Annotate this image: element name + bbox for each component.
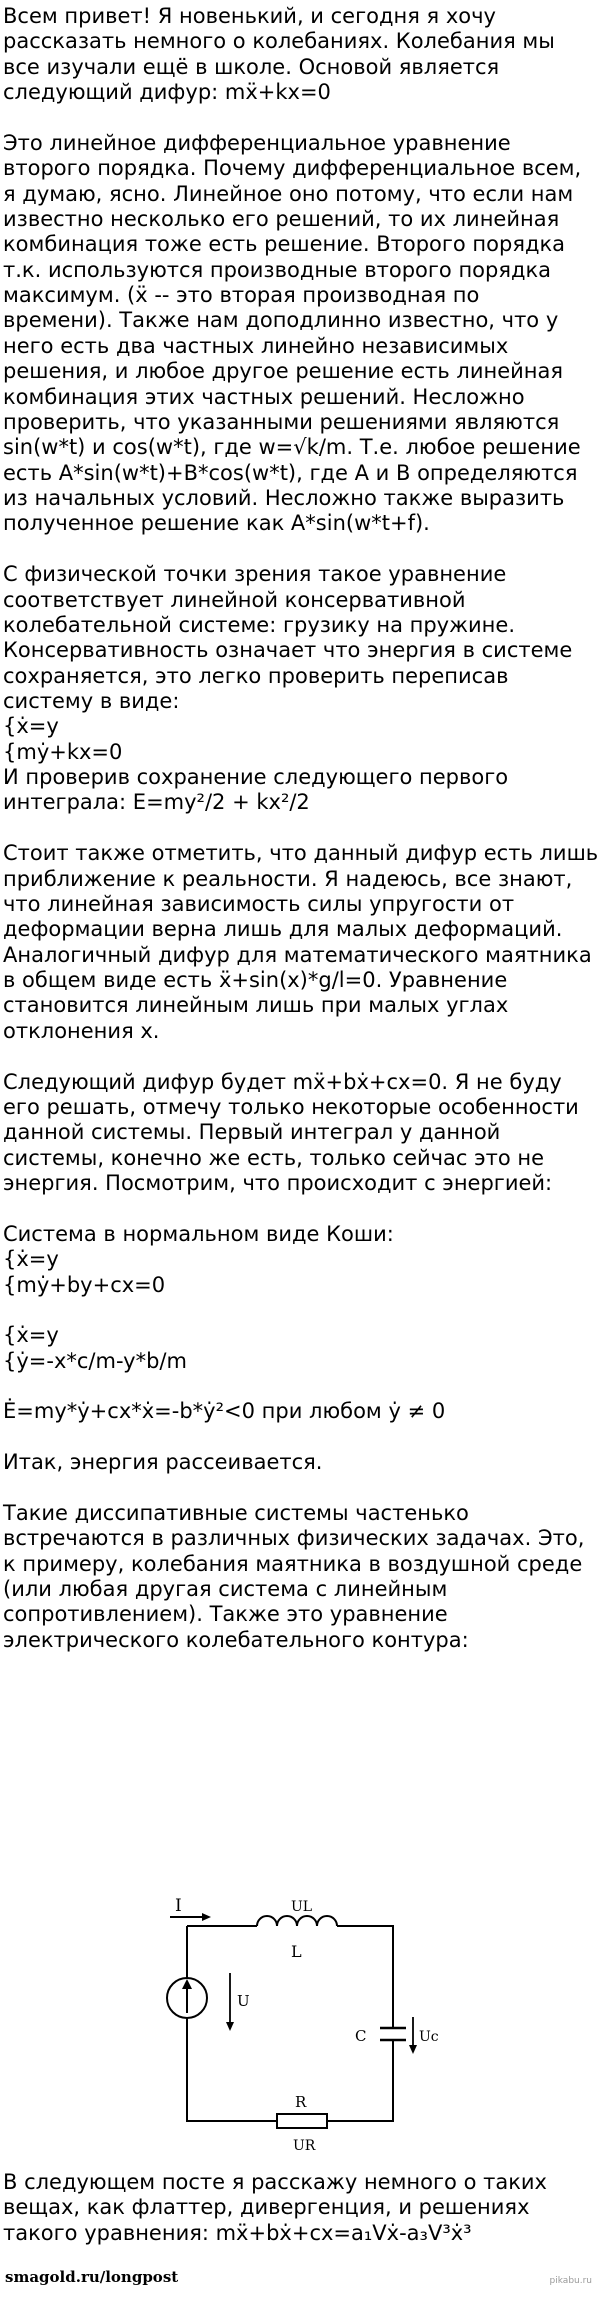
text-line: что линейная зависимость силы упругости от [3,891,515,916]
text-line: известно несколько его решений, то их линейная [3,206,560,231]
current-label: I [175,1896,182,1916]
text-line: sin(w*t) и cos(w*t), где w=√k/m. Т.е. любое решение [3,435,581,460]
circuit-wire [337,1926,393,2028]
text-line: электрического колебательного контура: [3,1627,469,1652]
source-voltage-label: U [237,1992,250,2010]
text-line: сопротивлением). Также это уравнение [3,1602,448,1627]
text-line: Всем привет! Я новенький, и сегодня я хочу [3,4,496,28]
capacitor-label: C [355,2027,367,2045]
text-line: я думаю, ясно. Линейное оно потому, что если нам [3,181,574,206]
text-line: Ė=my*ẏ+cx*ẋ=-b*ẏ²<0 при любом ẏ ≠ 0 [3,1399,446,1424]
text-line: встречаются в различных физических задачах. Это, [3,1526,585,1551]
text-line: {ẋ=y [3,714,59,739]
text-line: второго порядка. Почему дифференциальное всем, [3,156,582,181]
text-line: все изучали ещё в школе. Основой является [3,54,500,79]
text-line: есть A*sin(w*t)+B*cos(w*t), где A и B определяются [3,460,578,485]
text-line: Итак, энергия рассеивается. [3,1450,323,1475]
text-line: {mẏ+kx=0 [3,739,123,764]
text-line: проверить, что указанными решениями являются [3,409,560,434]
text-line: к примеру, колебания маятника в воздушной среде [3,1551,583,1576]
text-line: рассказать немного о колебаниях. Колебания мы [3,29,555,54]
capacitor-voltage-label: Uc [419,2029,439,2045]
watermark: pikabu.ru [549,2276,592,2286]
text-line: Аналогичный дифур для математического маятника [3,942,592,967]
text-line: В следующем посте я расскажу немного о таких [3,2170,547,2194]
text-line: данной системы. Первый интеграл у данной [3,1120,501,1145]
text-line: вещах, как флаттер, дивергенция, и решениях [3,2195,530,2220]
text-line: в общем виде есть ẍ+sin(x)*g/l=0. Уравнение [3,968,508,993]
resistor-voltage-label: UR [293,2138,316,2154]
text-line: решения, и любое другое решение есть линейная [3,359,564,384]
text-line: времени). Также нам доподлинно известно, что у [3,308,559,333]
text-line: комбинация тоже есть решение. Второго порядка [3,232,566,257]
text-line: приближение к реальности. Я надеюсь, все знают, [3,866,573,891]
circuit-wire [187,2018,277,2121]
text-line: {ẏ=-x*c/m-y*b/m [3,1348,187,1373]
text-line: С физической точки зрения такое уравнение [3,562,507,587]
text-line: Стоит также отметить, что данный дифур есть лишь [3,841,599,866]
text-line: Консервативность означает что энергия в системе [3,638,573,663]
text-line: энергия. Посмотрим, что происходит с энергией: [3,1171,553,1196]
text-line: И проверив сохранение следующего первого [3,765,509,790]
text-line: становится линейным лишь при малых углах [3,993,509,1018]
text-line: {mẏ+by+cx=0 [3,1272,166,1297]
text-line: {ẋ=y [3,1247,59,1272]
inductor-coil [257,1916,337,1926]
text-line: {ẋ=y [3,1323,59,1348]
text-line: из начальных условий. Несложно также выразить [3,486,565,511]
text-line: комбинация этих частных решений. Несложно [3,384,525,409]
source-footer: smagold.ru/longpost [5,2268,179,2286]
inductor-voltage-label: UL [291,1899,313,1915]
text-line: Система в нормальном виде Коши: [3,1221,394,1246]
oscillating-circuit-diagram [175,1895,439,2155]
resistor [277,2114,327,2128]
text-line: следующий дифур: mẍ+kx=0 [3,80,331,105]
text-line: т.к. используются производные второго порядка [3,257,552,282]
text-line: Это линейное дифференциальное уравнение [3,130,511,155]
text-line: (или любая другая система с линейным [3,1576,448,1601]
text-line: деформации верна лишь для малых деформаций. [3,917,563,942]
text-line: него есть два частных линейно независимых [3,333,509,358]
text-line: такого уравнения: mẍ+bẋ+cx=a₁Vẋ-a₃V³ẋ³ [3,2220,472,2245]
text-line: Такие диссипативные системы частенько [3,1500,469,1525]
text-line: отклонения x. [3,1018,160,1043]
text-line: интеграла: E=my²/2 + kx²/2 [3,790,310,815]
resistor-label: R [295,2093,307,2111]
text-line: его решать, отмечу только некоторые особенности [3,1094,579,1119]
text-line: систему в виде: [3,688,180,713]
text-line: полученное решение как A*sin(w*t+f). [3,511,430,536]
inductor-label: L [291,1942,302,1961]
text-line: максимум. (ẍ -- это вторая производная по [3,283,480,308]
text-line: колебательной системе: грузику на пружине. [3,612,515,637]
circuit-wire [327,2040,393,2121]
text-line: соответствует линейной консервативной [3,587,466,612]
text-line: Следующий дифур будет mẍ+bẋ+cx=0. Я не буду [3,1069,562,1094]
text-line: системы, конечно же есть, только сейчас это не [3,1145,545,1170]
text-line: сохраняется, это легко проверить переписав [3,663,509,688]
